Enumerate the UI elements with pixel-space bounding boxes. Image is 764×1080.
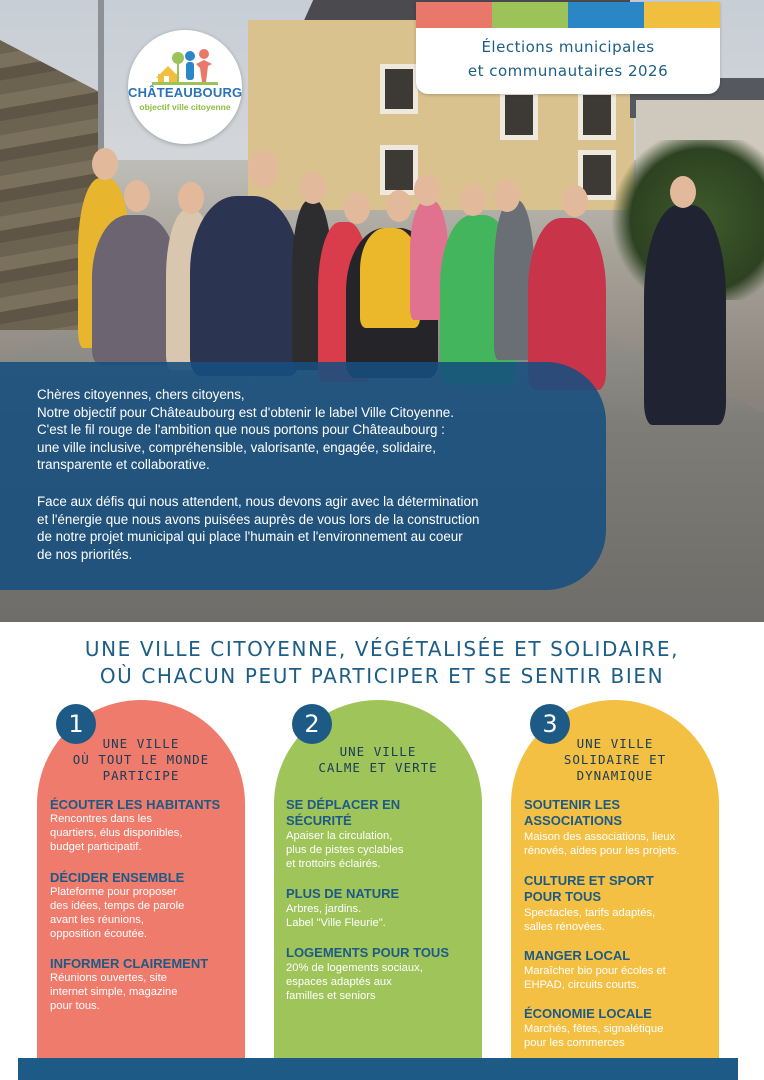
color-stripe <box>416 2 492 28</box>
column-title: UNE VILLE CALME ET VERTE <box>318 744 438 775</box>
intro-paragraph-1: Chères citoyennes, chers citoyens, Notre objectif pour Châteaubourg est d'obtenir le label Ville Citoyenne. C'est le fil rouge de l'ambition que nous portons pour Châteaubourg : une ville inclusive, compréhensible, valorisante, engagée, solidaire, transparente et collaborative. <box>37 387 454 473</box>
headline-line2: OÙ CHACUN PEUT PARTICIPER ET SE SENTIR BIEN <box>99 664 665 688</box>
election-title-line2: et communautaires 2026 <box>467 62 669 80</box>
column-solidarity-dynamic <box>511 700 719 1060</box>
item-title: SOUTENIR LES ASSOCIATIONS <box>524 797 622 828</box>
item-title: ÉCOUTER LES HABITANTS <box>50 797 221 812</box>
item-title: SE DÉPLACER EN SÉCURITÉ <box>286 797 401 828</box>
item-title: LOGEMENTS POUR TOUS <box>286 945 449 960</box>
item-text: Maison des associations, lieux rénovés, aides pour les projets. <box>524 831 680 857</box>
item-text: 20% de logements sociaux, espaces adaptés aux familles et seniors <box>286 962 423 1002</box>
item-title: INFORMER CLAIREMENT <box>50 956 209 971</box>
logo-name: CHÂTEAUBOURG <box>128 85 243 100</box>
election-banner <box>416 2 720 94</box>
column-title: UNE VILLE SOLIDAIRE ET DYNAMIQUE <box>563 736 667 783</box>
color-stripe <box>568 2 644 28</box>
house-family-icon <box>128 30 242 90</box>
color-stripe <box>644 2 720 28</box>
window <box>380 64 418 114</box>
item-text: Marchés, fêtes, signalétique pour les commerces <box>524 1023 664 1049</box>
item-text: Plateforme pour proposer des idées, temps de parole avant les réunions, opposition écoutée. <box>50 886 185 940</box>
item-text: Réunions ouvertes, site internet simple, magazine pour tous. <box>50 972 178 1012</box>
number-badge: 3 <box>530 704 570 744</box>
item-title: CULTURE ET SPORT POUR TOUS <box>524 873 654 904</box>
item-text: Spectacles, tarifs adaptés, salles rénovées. <box>524 907 656 933</box>
item-text: Arbres, jardins. Label "Ville Fleurie". <box>286 903 386 929</box>
column-participation <box>37 700 245 1060</box>
street-lamp <box>98 0 104 170</box>
logo-tagline: objectif ville citoyenne <box>139 102 231 112</box>
window <box>578 90 616 140</box>
window <box>380 145 418 195</box>
chateaubourg-logo <box>128 30 242 144</box>
window <box>500 90 538 140</box>
item-title: MANGER LOCAL <box>524 948 631 963</box>
item-title: DÉCIDER ENSEMBLE <box>50 870 185 885</box>
number-badge: 1 <box>56 704 96 744</box>
item-text: Apaiser la circulation, plus de pistes cyclables et trottoirs éclairés. <box>286 830 404 870</box>
color-stripe <box>492 2 568 28</box>
item-title: ÉCONOMIE LOCALE <box>524 1006 652 1021</box>
item-title: PLUS DE NATURE <box>286 886 400 901</box>
intro-paragraph-2: Face aux défis qui nous attendent, nous devons agir avec la détermination et l'énergie que nous avons puisées auprès de vous lors de la construction de notre projet municipal qui place l'humain et l'environnement au coeur de nos priorités. <box>37 494 480 562</box>
footer-bar <box>18 1058 738 1080</box>
item-text: Rencontres dans les quartiers, élus disponibles, budget participatif. <box>50 813 183 853</box>
column-title: UNE VILLE OÙ TOUT LE MONDE PARTICIPE <box>72 736 210 783</box>
headline-line1: UNE VILLE CITOYENNE, VÉGÉTALISÉE ET SOLIDAIRE, <box>84 637 680 661</box>
election-title-line1: Élections municipales <box>481 38 655 56</box>
item-text: Maraîcher bio pour écoles et EHPAD, circuits courts. <box>524 965 666 991</box>
column-calm-green <box>274 700 482 1060</box>
intro-message <box>0 362 606 590</box>
number-badge: 2 <box>292 704 332 744</box>
